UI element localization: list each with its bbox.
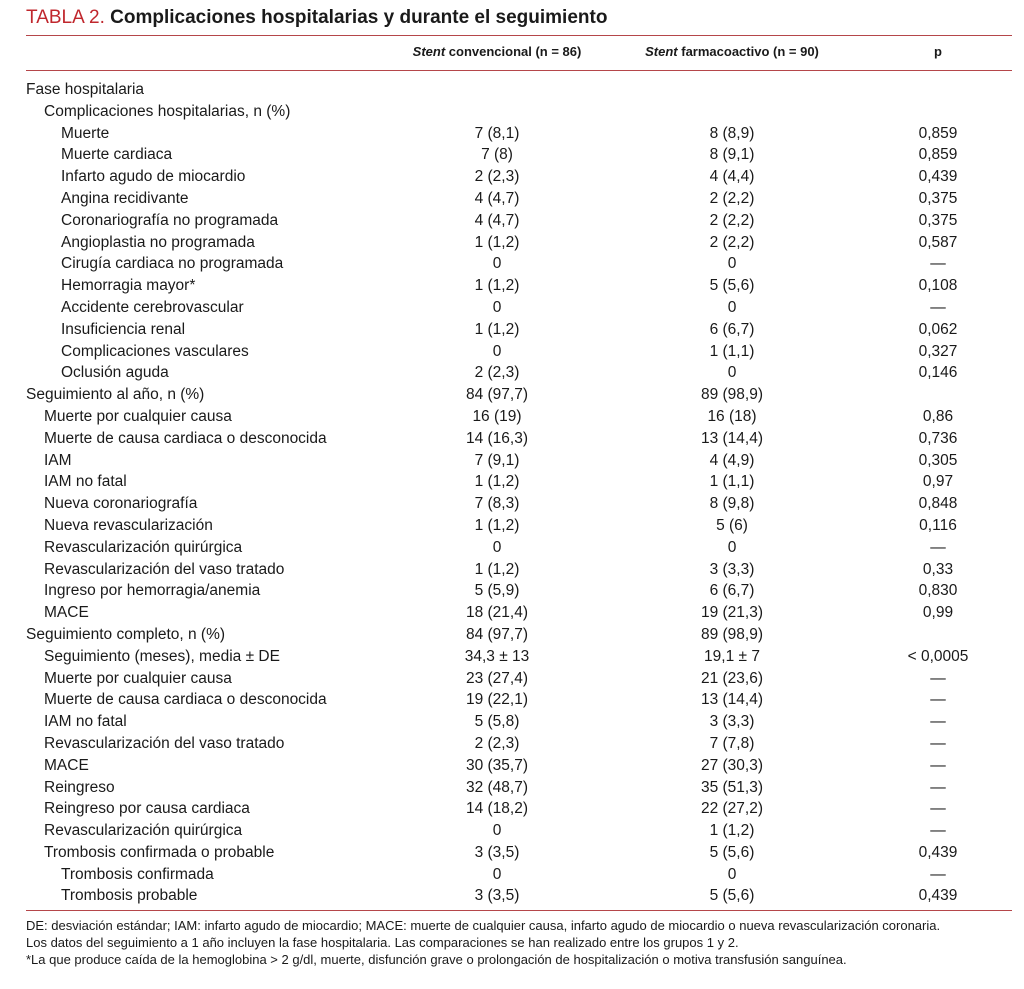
cell-convencional: 5 (5,9)	[474, 582, 520, 600]
table-row	[0, 101, 1024, 123]
table-row	[0, 450, 1024, 472]
cell-convencional: 7 (8,3)	[474, 495, 520, 513]
table-row	[0, 384, 1024, 406]
cell-p-value: 0,859	[918, 146, 958, 164]
cell-p-value: 0,375	[918, 211, 958, 229]
cell-convencional: 84 (97,7)	[465, 386, 529, 404]
row-label: Infarto agudo de miocardio	[61, 168, 246, 186]
cell-farmacoactivo: 27 (30,3)	[700, 756, 764, 774]
cell-convencional: 32 (48,7)	[465, 778, 529, 796]
cell-farmacoactivo: 5 (5,6)	[709, 887, 755, 905]
table-row	[0, 362, 1024, 384]
cell-convencional: 14 (16,3)	[465, 429, 529, 447]
cell-farmacoactivo: 0	[727, 255, 737, 273]
header-p-value: p	[934, 44, 942, 59]
cell-p-value: 0,108	[918, 277, 958, 295]
cell-p-value: 0,33	[922, 560, 954, 578]
table-row	[0, 885, 1024, 907]
cell-p-value: —	[930, 800, 946, 818]
table-body	[0, 79, 1024, 907]
table-row	[0, 733, 1024, 755]
table-row	[0, 297, 1024, 319]
cell-convencional: 0	[492, 865, 502, 883]
cell-convencional: 1 (1,2)	[474, 473, 520, 491]
row-label: Nueva revascularización	[44, 516, 213, 534]
row-label: Complicaciones vasculares	[61, 342, 249, 360]
row-label: MACE	[44, 604, 89, 622]
cell-p-value: 0,439	[918, 887, 958, 905]
cell-p-value: —	[930, 669, 946, 687]
cell-farmacoactivo: 0	[727, 364, 737, 382]
row-label: Angina recidivante	[61, 189, 189, 207]
table-row	[0, 559, 1024, 581]
table-row	[0, 188, 1024, 210]
cell-farmacoactivo: 21 (23,6)	[700, 669, 764, 687]
header-farm-label: farmacoactivo (n = 90)	[677, 44, 819, 59]
cell-farmacoactivo: 2 (2,2)	[709, 233, 755, 251]
cell-farmacoactivo: 5 (5,6)	[709, 843, 755, 861]
table-row	[0, 471, 1024, 493]
table-row	[0, 537, 1024, 559]
cell-convencional: 3 (3,5)	[474, 843, 520, 861]
row-label: Muerte cardiaca	[61, 146, 173, 164]
header-stent-italic: Stent	[645, 44, 678, 59]
table-row	[0, 428, 1024, 450]
cell-p-value: 0,859	[918, 124, 958, 142]
row-label: Hemorragia mayor*	[61, 277, 196, 295]
cell-convencional: 1 (1,2)	[474, 516, 520, 534]
cell-farmacoactivo: 0	[727, 538, 737, 556]
table-row	[0, 144, 1024, 166]
row-label: Muerte de causa cardiaca o desconocida	[44, 691, 327, 709]
table-row	[0, 210, 1024, 232]
row-label: IAM no fatal	[44, 713, 127, 731]
cell-farmacoactivo: 7 (7,8)	[709, 734, 755, 752]
cell-convencional: 1 (1,2)	[474, 560, 520, 578]
bottom-rule	[26, 910, 1012, 911]
table-title	[26, 6, 607, 30]
row-label: Ingreso por hemorragia/anemia	[44, 582, 261, 600]
cell-p-value: 0,736	[918, 429, 958, 447]
footnote-hemorrhage: *La que produce caída de la hemoglobina > 2 g/dl, muerte, disfunción grave o prolongación de hospitalización o motiva transfusión sanguínea.	[26, 952, 847, 967]
table-row	[0, 689, 1024, 711]
row-label: Seguimiento (meses), media ± DE	[44, 647, 280, 665]
table-row	[0, 864, 1024, 886]
table-row	[0, 275, 1024, 297]
table-row	[0, 232, 1024, 254]
cell-farmacoactivo: 5 (5,6)	[709, 277, 755, 295]
cell-p-value: 0,375	[918, 189, 958, 207]
cell-p-value: —	[930, 756, 946, 774]
row-label: Trombosis confirmada	[61, 865, 214, 883]
cell-farmacoactivo: 89 (98,9)	[700, 386, 764, 404]
cell-farmacoactivo: 1 (1,1)	[709, 473, 755, 491]
footnote-comparisons: Los datos del seguimiento a 1 año incluyen la fase hospitalaria. Las comparaciones se han realizado entre los grupos 1 y 2.	[26, 935, 739, 950]
cell-convencional: 2 (2,3)	[474, 734, 520, 752]
header-conv-label: convencional (n = 86)	[445, 44, 582, 59]
row-label: Muerte	[61, 124, 110, 142]
row-label: Trombosis confirmada o probable	[44, 843, 275, 861]
cell-p-value: —	[930, 298, 946, 316]
cell-farmacoactivo: 6 (6,7)	[709, 582, 755, 600]
row-label: Revascularización del vaso tratado	[44, 734, 285, 752]
cell-convencional: 84 (97,7)	[465, 625, 529, 643]
table-row	[0, 755, 1024, 777]
table-row	[0, 798, 1024, 820]
table-row	[0, 668, 1024, 690]
cell-farmacoactivo: 1 (1,2)	[709, 822, 755, 840]
cell-p-value: 0,146	[918, 364, 958, 382]
row-label: Revascularización del vaso tratado	[44, 560, 285, 578]
header-rule	[26, 70, 1012, 71]
table-row	[0, 341, 1024, 363]
cell-farmacoactivo: 1 (1,1)	[709, 342, 755, 360]
cell-p-value: 0,830	[918, 582, 958, 600]
cell-farmacoactivo: 8 (8,9)	[709, 124, 755, 142]
table-row	[0, 580, 1024, 602]
table-row	[0, 123, 1024, 145]
cell-p-value: —	[930, 255, 946, 273]
table-row	[0, 820, 1024, 842]
header-stent-convencional	[413, 44, 582, 59]
table-row	[0, 624, 1024, 646]
table-row	[0, 406, 1024, 428]
cell-convencional: 4 (4,7)	[474, 189, 520, 207]
table-row	[0, 166, 1024, 188]
cell-farmacoactivo: 0	[727, 865, 737, 883]
cell-farmacoactivo: 2 (2,2)	[709, 211, 755, 229]
row-label: Oclusión aguda	[61, 364, 169, 382]
cell-p-value: —	[930, 865, 946, 883]
row-label: Muerte por cualquier causa	[44, 669, 232, 687]
cell-p-value: —	[930, 713, 946, 731]
cell-farmacoactivo: 8 (9,8)	[709, 495, 755, 513]
footnote-abbreviations: DE: desviación estándar; IAM: infarto agudo de miocardio; MACE: muerte de cualquier causa, infarto agudo de miocardio o nueva revascularización coronaria.	[26, 918, 941, 933]
table-row	[0, 711, 1024, 733]
row-label: Nueva coronariografía	[44, 495, 198, 513]
cell-p-value: 0,305	[918, 451, 958, 469]
cell-convencional: 34,3 ± 13	[464, 647, 530, 665]
table-title-text: Complicaciones hospitalarias y durante el seguimiento	[110, 7, 608, 28]
table-row	[0, 319, 1024, 341]
cell-convencional: 0	[492, 342, 502, 360]
table-row	[0, 646, 1024, 668]
cell-p-value: 0,848	[918, 495, 958, 513]
table-row	[0, 515, 1024, 537]
row-label: Cirugía cardiaca no programada	[61, 255, 284, 273]
row-label: IAM no fatal	[44, 473, 127, 491]
cell-convencional: 0	[492, 255, 502, 273]
row-label: Trombosis probable	[61, 887, 198, 905]
cell-farmacoactivo: 5 (6)	[716, 516, 748, 534]
cell-p-value: —	[930, 822, 946, 840]
cell-convencional: 4 (4,7)	[474, 211, 520, 229]
header-stent-farmacoactivo	[645, 44, 819, 59]
cell-p-value: < 0,0005	[907, 647, 969, 665]
table-footnotes	[26, 917, 940, 968]
cell-p-value: —	[930, 538, 946, 556]
cell-convencional: 2 (2,3)	[474, 364, 520, 382]
cell-p-value: 0,99	[922, 604, 954, 622]
cell-p-value: 0,86	[922, 407, 954, 425]
cell-convencional: 1 (1,2)	[474, 233, 520, 251]
cell-convencional: 0	[492, 822, 502, 840]
table-row	[0, 493, 1024, 515]
row-label: Accidente cerebrovascular	[61, 298, 244, 316]
cell-convencional: 0	[492, 538, 502, 556]
cell-farmacoactivo: 22 (27,2)	[700, 800, 764, 818]
row-label: MACE	[44, 756, 89, 774]
cell-convencional: 3 (3,5)	[474, 887, 520, 905]
row-label: Muerte por cualquier causa	[44, 407, 232, 425]
cell-p-value: —	[930, 734, 946, 752]
cell-convencional: 23 (27,4)	[465, 669, 529, 687]
cell-p-value: 0,327	[918, 342, 958, 360]
cell-convencional: 1 (1,2)	[474, 320, 520, 338]
cell-convencional: 30 (35,7)	[465, 756, 529, 774]
cell-convencional: 18 (21,4)	[465, 604, 529, 622]
cell-convencional: 0	[492, 298, 502, 316]
row-label: Reingreso	[44, 778, 115, 796]
cell-convencional: 5 (5,8)	[474, 713, 520, 731]
cell-convencional: 16 (19)	[472, 407, 522, 425]
cell-farmacoactivo: 13 (14,4)	[700, 429, 764, 447]
cell-farmacoactivo: 4 (4,9)	[709, 451, 755, 469]
table-row	[0, 253, 1024, 275]
cell-convencional: 7 (8)	[481, 146, 513, 164]
row-label: Coronariografía no programada	[61, 211, 279, 229]
cell-farmacoactivo: 35 (51,3)	[700, 778, 764, 796]
table-row	[0, 79, 1024, 101]
row-label: Insuficiencia renal	[61, 320, 186, 338]
cell-farmacoactivo: 3 (3,3)	[709, 560, 755, 578]
table-row	[0, 602, 1024, 624]
row-label: Revascularización quirúrgica	[44, 822, 243, 840]
table-number: TABLA 2.	[26, 7, 105, 28]
cell-convencional: 7 (8,1)	[474, 124, 520, 142]
table-row	[0, 777, 1024, 799]
header-stent-italic: Stent	[412, 44, 446, 59]
cell-farmacoactivo: 6 (6,7)	[709, 320, 755, 338]
cell-farmacoactivo: 8 (9,1)	[709, 146, 755, 164]
top-rule	[26, 35, 1012, 36]
table-row	[0, 842, 1024, 864]
cell-p-value: 0,062	[918, 320, 958, 338]
cell-convencional: 2 (2,3)	[474, 168, 520, 186]
row-label: Complicaciones hospitalarias, n (%)	[44, 102, 291, 120]
cell-convencional: 14 (18,2)	[465, 800, 529, 818]
cell-convencional: 1 (1,2)	[474, 277, 520, 295]
cell-p-value: —	[930, 778, 946, 796]
cell-farmacoactivo: 19 (21,3)	[700, 604, 764, 622]
cell-p-value: 0,116	[919, 516, 957, 534]
cell-farmacoactivo: 2 (2,2)	[709, 189, 755, 207]
cell-p-value: 0,587	[918, 233, 958, 251]
row-label: Seguimiento al año, n (%)	[26, 386, 205, 404]
cell-p-value: 0,97	[922, 473, 954, 491]
cell-p-value: —	[930, 691, 946, 709]
cell-farmacoactivo: 89 (98,9)	[700, 625, 764, 643]
cell-p-value: 0,439	[918, 168, 958, 186]
row-label: Seguimiento completo, n (%)	[26, 625, 226, 643]
cell-farmacoactivo: 13 (14,4)	[700, 691, 764, 709]
row-label: Revascularización quirúrgica	[44, 538, 243, 556]
row-label: Muerte de causa cardiaca o desconocida	[44, 429, 327, 447]
cell-farmacoactivo: 3 (3,3)	[709, 713, 755, 731]
row-label: Fase hospitalaria	[26, 81, 145, 98]
cell-farmacoactivo: 19,1 ± 7	[704, 647, 760, 665]
cell-convencional: 19 (22,1)	[465, 691, 529, 709]
row-label: IAM	[44, 451, 72, 469]
cell-farmacoactivo: 4 (4,4)	[709, 168, 755, 186]
row-label: Angioplastia no programada	[61, 233, 255, 251]
cell-farmacoactivo: 0	[727, 298, 737, 316]
cell-convencional: 7 (9,1)	[474, 451, 520, 469]
cell-p-value: 0,439	[918, 843, 958, 861]
cell-farmacoactivo: 16 (18)	[707, 407, 757, 425]
row-label: Reingreso por causa cardiaca	[44, 800, 250, 818]
